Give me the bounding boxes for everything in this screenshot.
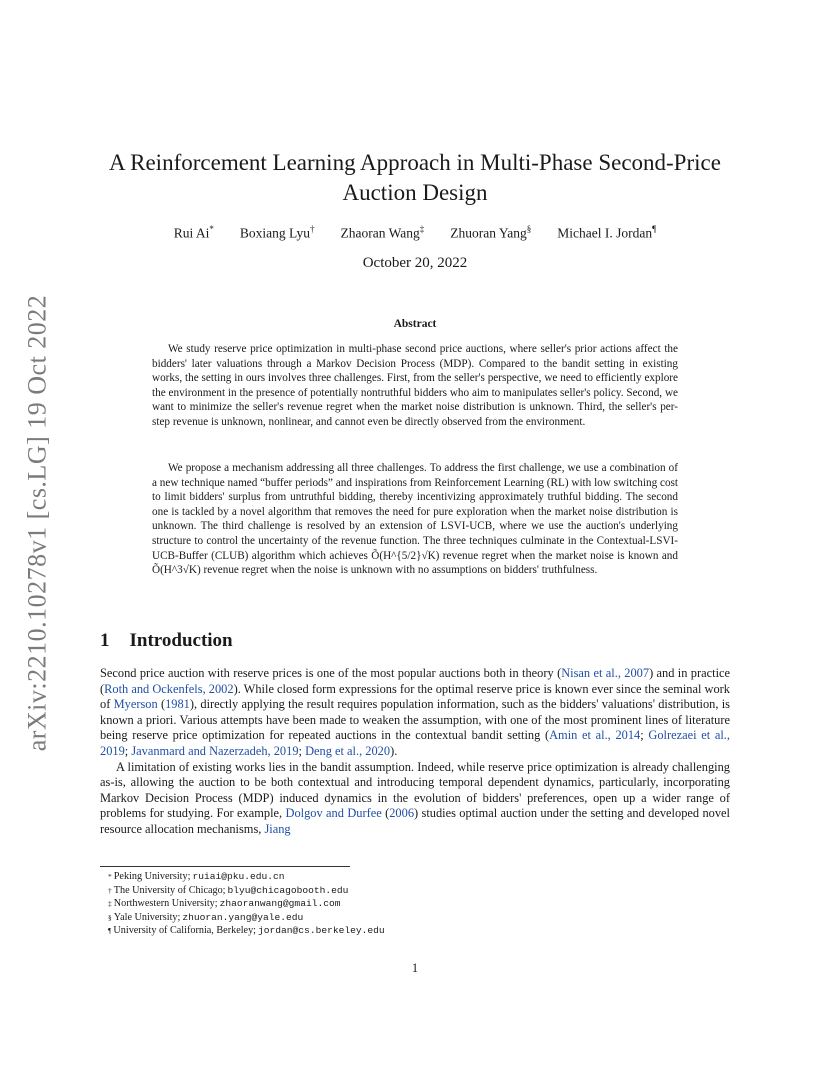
footnote: ‡ Northwestern University; zhaoranwang@gmail.com xyxy=(108,898,341,909)
author: Michael I. Jordan¶ xyxy=(557,224,657,241)
email-link[interactable]: ruiai@pku.edu.cn xyxy=(192,871,285,882)
body-paragraph xyxy=(100,760,730,838)
abstract-paragraph: We study reserve price optimization in multi-phase second price auctions, where seller's prior actions affect the bidders' later valuations through a Markov Decision Process (MDP). Compared to the bandit setting in existing works, the setting in ours involves three challenges. First, from the seller's perspective, we need to efficiently explore the environment in the presence of potentially nontruthful bidders who aim to manipulates seller's policy. Second, we want to minimize the seller's revenue regret when the market noise distribution is unknown. Third, the seller's per-step revenue is unknown, nonlinear, and cannot even be directly observed from the environment. xyxy=(152,343,678,428)
paper-date: October 20, 2022 xyxy=(362,255,468,271)
citation-link[interactable]: Myerson xyxy=(113,697,158,712)
body-text: ; xyxy=(640,728,649,743)
email-link[interactable]: blyu@chicagobooth.edu xyxy=(227,884,349,896)
citation-link[interactable]: Golrezaei et al., 2019 xyxy=(100,728,730,758)
abstract-heading: Abstract xyxy=(393,318,437,330)
body-text: ; xyxy=(298,743,306,758)
author: Rui Ai* xyxy=(173,224,214,241)
section-title: Introduction xyxy=(129,630,233,651)
paper-title: A Reinforcement Learning Approach in Multi-Phase Second-Price Auction Design xyxy=(109,150,721,205)
citation-link[interactable]: Jiang xyxy=(264,821,291,836)
abstract-paragraph: We propose a mechanism addressing all three challenges. To address the first challenge, we use a combination of a new technique named “buffer periods” and inspirations from Reinforcement Learning (RL) with low switching cost to limit bidders' surplus from untruthful bidding, thereby incentivizing approximately truthful bidding. The second one is tackled by a novel algorithm that removes the need for pure exploration when the market noise distribution is unknown. The third challenge is resolved by an extension of LSVI-UCB, where we use the auction's underlying structure to control the uncertainty of the revenue function. The three techniques culminate in the Contextual-LSVI-UCB-Buffer (CLUB) algorithm which achieves Õ(H^{5/2}√K) revenue regret when the market noise is known and Õ(H^3√K) revenue regret when the noise is unknown with no assumptions on bidders' truthfulness. xyxy=(152,462,678,577)
regret-bound-unknown: Õ(H^3√K) xyxy=(152,564,201,577)
body-text: ; xyxy=(124,743,132,758)
abstract-body xyxy=(152,342,678,578)
body-text: ( xyxy=(381,806,390,821)
footnote: * Peking University; ruiai@pku.edu.cn xyxy=(108,871,285,882)
footnote: § Yale University; zhuoran.yang@yale.edu xyxy=(108,911,304,923)
regret-bound-known: Õ(H^{5/2}√K) xyxy=(371,549,440,562)
body-text: Second price auction with reserve prices is one of the most popular auctions both in theory ( xyxy=(100,666,562,680)
author: Zhuoran Yang§ xyxy=(450,224,532,241)
body-text: ) studies optimal auction under the setting and developed novel resource allocation mechanisms, xyxy=(100,806,730,836)
section-heading xyxy=(100,630,233,652)
footnote: ¶ University of California, Berkeley; jordan@cs.berkeley.edu xyxy=(108,925,385,936)
section-number: 1 xyxy=(100,630,110,651)
introduction-body xyxy=(100,666,730,838)
body-text: ), directly applying the result requires population information, such as the bidders' valuations' distribution, is known a priori. Various attempts have been made to weaken the assumption, with one of the most prominent lines of literature being reserve price optimization for repeated auctions in the contextual bandit setting ( xyxy=(100,697,730,743)
email-link[interactable]: zhaoranwang@gmail.com xyxy=(219,898,341,909)
body-paragraph xyxy=(100,666,730,760)
email-link[interactable]: jordan@cs.berkeley.edu xyxy=(258,925,385,936)
citation-link[interactable]: Dolgov and Durfee xyxy=(285,806,382,821)
page-number: 1 xyxy=(411,961,419,975)
citation-link[interactable]: Nisan et al., 2007 xyxy=(561,666,650,680)
body-text: ). While closed form expressions for the optimal reserve price is known ever since the seminal work of xyxy=(100,681,730,712)
citation-link[interactable]: Deng et al., 2020 xyxy=(305,743,391,758)
citation-link[interactable]: Javanmard and Nazerzadeh, 2019 xyxy=(131,743,299,758)
author: Zhaoran Wang‡ xyxy=(340,224,425,241)
citation-link[interactable]: 2006 xyxy=(389,806,415,821)
citation-link[interactable]: Amin et al., 2014 xyxy=(549,728,641,743)
body-text: ) and in practice ( xyxy=(100,666,731,696)
body-text: A limitation of existing works lies in the bandit assumption. Indeed, while reserve price optimization is already challenging as-is, allowing the auction to be both contextual and introducing temporal dependent dynamics, particularly, incorporating Markov Decision Process (MDP) induced dynamics in the evolution of bidders' preferences, open up a wider range of problems for studying. For example, xyxy=(100,759,730,821)
arxiv-id: arXiv:2210.10278v1 [cs.LG] 19 Oct 2022 xyxy=(22,294,52,752)
arxiv-watermark xyxy=(15,288,60,758)
body-text: ( xyxy=(157,697,166,712)
email-link[interactable]: zhuoran.yang@yale.edu xyxy=(182,911,304,923)
footnote: † The University of Chicago; blyu@chicagobooth.edu xyxy=(108,884,349,896)
citation-link[interactable]: Roth and Ockenfels, 2002 xyxy=(104,681,234,696)
citation-link[interactable]: 1981 xyxy=(165,697,190,712)
author-list xyxy=(100,224,730,242)
author: Boxiang Lyu† xyxy=(239,224,315,241)
footnote-rule xyxy=(100,866,350,867)
body-text: ). xyxy=(390,743,398,758)
footnotes xyxy=(108,870,728,938)
